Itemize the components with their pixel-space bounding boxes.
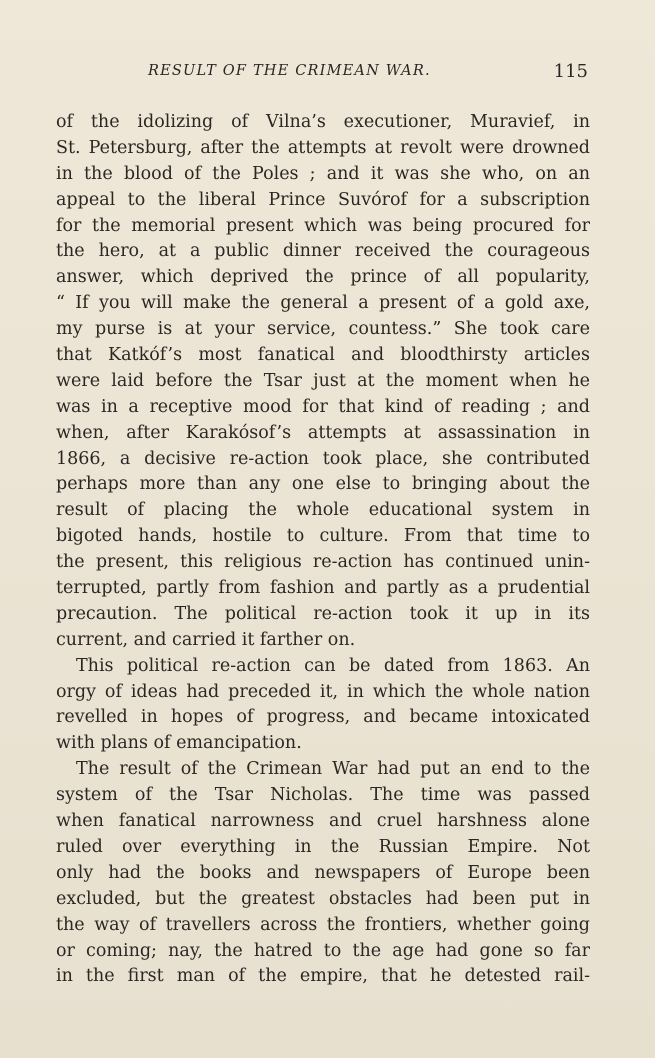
text-line: revelled in hopes of progress, and became intoxicated xyxy=(56,707,590,728)
text-line: in the first man of the empire, that he detested rail- xyxy=(56,966,590,987)
text-line: when, after Karakósof’s attempts at assassination in xyxy=(56,422,590,443)
text-line: were laid before the Tsar just at the moment when he xyxy=(56,370,590,391)
body-text xyxy=(56,110,590,990)
text-line: only had the books and newspapers of Europe been xyxy=(56,862,590,883)
text-line: “ If you will make the general a present of a gold axe, xyxy=(56,293,590,314)
text-line: when fanatical narrowness and cruel harshness alone xyxy=(56,811,590,832)
text-line: with plans of emancipation. xyxy=(56,733,302,754)
text-line: current, and carried it farther on. xyxy=(56,629,356,650)
text-line: my purse is at your service, countess.” She took care xyxy=(56,319,590,340)
text-line: the hero, at a public dinner received the courageous xyxy=(56,241,590,262)
text-line: appeal to the liberal Prince Suvórof for a subscription xyxy=(56,189,590,210)
text-line: or coming; nay, the hatred to the age had gone so far xyxy=(56,940,590,961)
text-line: the present, this religious re-action has continued unin- xyxy=(56,552,590,573)
text-line: that Katkóf’s most fanatical and bloodthirsty articles xyxy=(56,345,590,366)
page-number: 115 xyxy=(553,61,588,82)
text-line: system of the Tsar Nicholas. The time was passed xyxy=(56,785,590,806)
text-line: perhaps more than any one else to bringing about the xyxy=(56,474,590,495)
text-line: the way of travellers across the frontiers, whether going xyxy=(56,914,590,935)
text-line: of the idolizing of Vilna’s executioner, Muravief, in xyxy=(56,112,590,132)
text-line: orgy of ideas had preceded it, in which the whole nation xyxy=(56,681,590,702)
text-line: St. Petersburg, after the attempts at revolt were drowned xyxy=(56,137,590,158)
text-line: result of placing the whole educational system in xyxy=(56,500,590,521)
text-line: was in a receptive mood for that kind of reading ; and xyxy=(56,396,590,417)
running-head xyxy=(148,63,588,87)
text-line: excluded, but the greatest obstacles had been put in xyxy=(56,888,590,909)
text-line: in the blood of the Poles ; and it was she who, on an xyxy=(56,163,590,184)
running-title: RESULT OF THE CRIMEAN WAR. xyxy=(148,63,431,79)
text-line: for the memorial present which was being procured for xyxy=(56,215,590,236)
paragraph-first-line: This political re-action can be dated from 1863. An xyxy=(76,655,590,676)
text-line: 1866, a decisive re-action took place, she contributed xyxy=(56,448,590,469)
paragraph-first-line: The result of the Crimean War had put an end to the xyxy=(76,759,590,780)
text-line: terrupted, partly from fashion and partly as a prudential xyxy=(56,578,590,599)
text-line: precaution. The political re-action took it up in its xyxy=(56,603,590,624)
text-line: ruled over everything in the Russian Empire. Not xyxy=(56,836,590,857)
text-line: answer, which deprived the prince of all popularity, xyxy=(56,267,590,288)
text-line: bigoted hands, hostile to culture. From that time to xyxy=(56,526,590,547)
